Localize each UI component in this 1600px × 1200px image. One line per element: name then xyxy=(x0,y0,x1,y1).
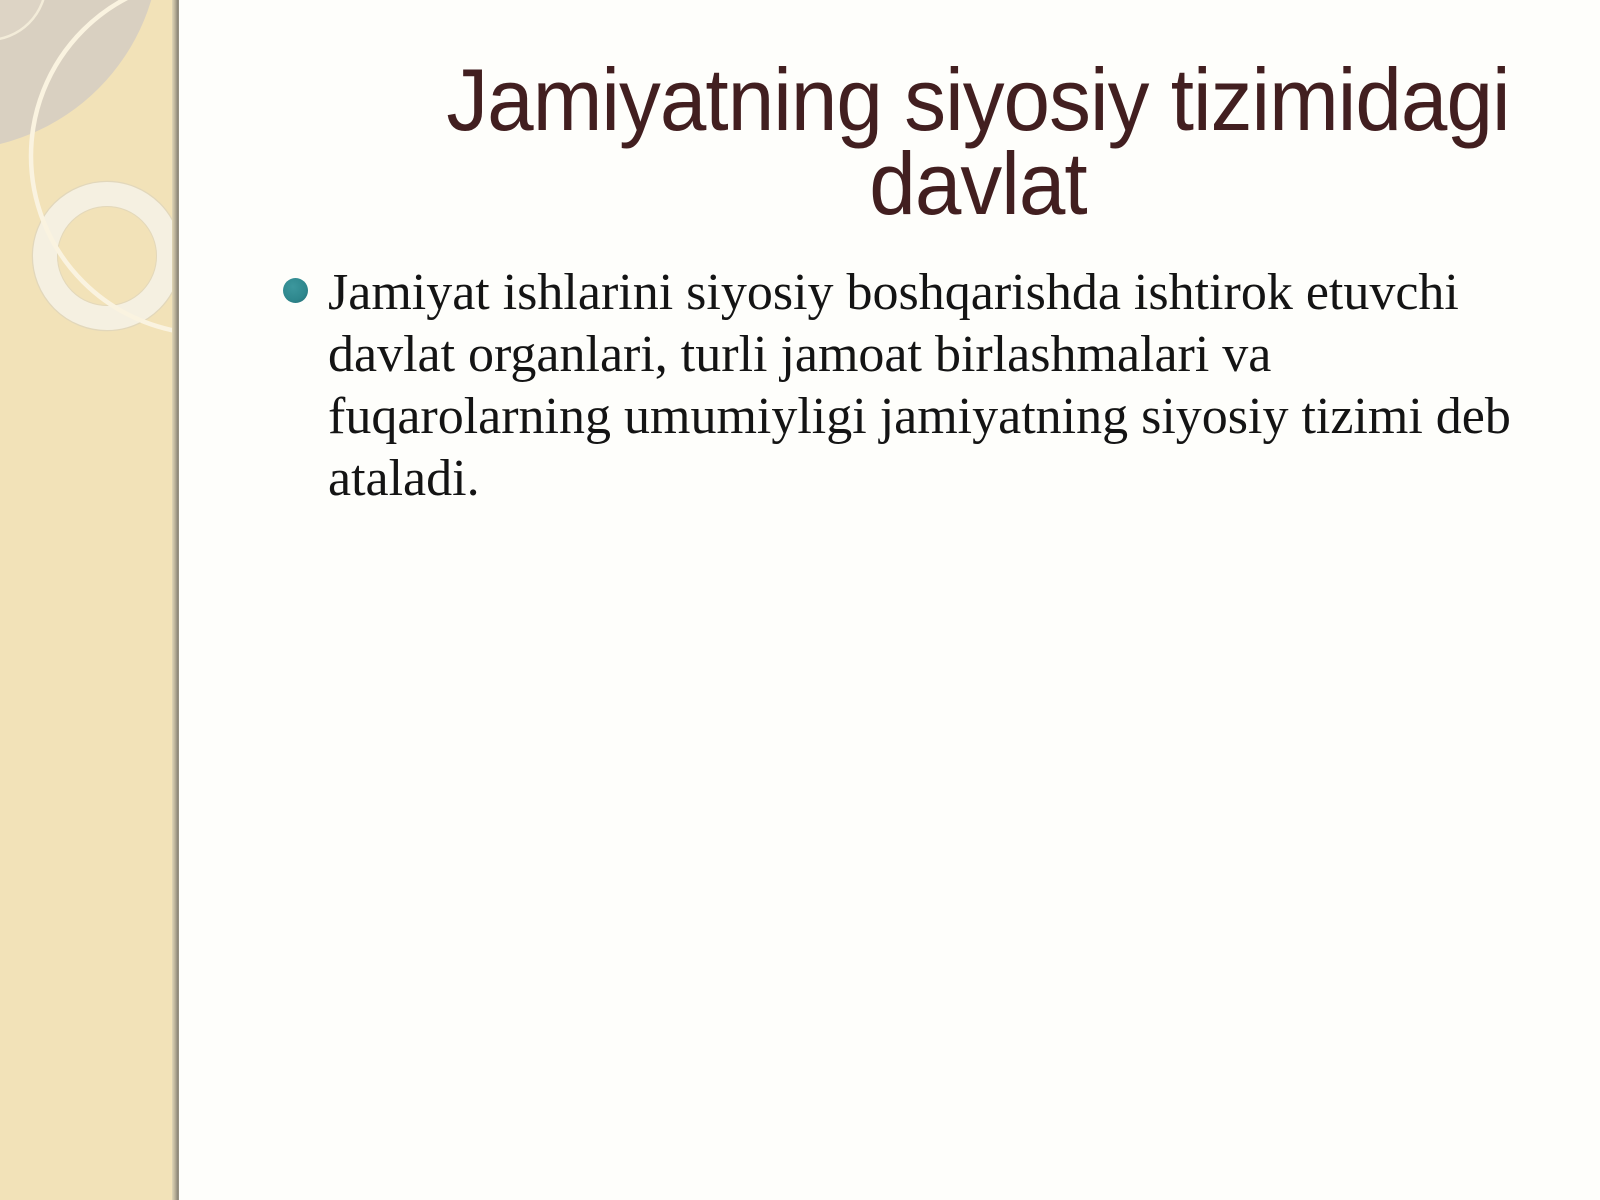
bullet-text-line: ataladi. xyxy=(328,450,480,507)
sidebar-decoration xyxy=(0,0,172,1200)
slide-title: Jamiyatning siyosiy tizimidagi davlat xyxy=(446,50,1510,233)
circle-bullet-icon xyxy=(283,278,308,303)
bullet-text-line: fuqarolarning umumiyligi jamiyatning siyosiy tizimi deb xyxy=(328,388,1511,445)
slide-content-area xyxy=(178,0,1600,1200)
sidebar-circles-graphic xyxy=(0,0,172,1200)
sidebar-background xyxy=(0,0,172,1200)
bullet-list xyxy=(283,262,1580,510)
bullet-item xyxy=(283,262,1580,510)
title-area xyxy=(356,50,1600,233)
bullet-paragraph xyxy=(328,262,1580,510)
bullet-text-line: davlat organlari, turli jamoat birlashmalari va xyxy=(328,326,1272,383)
bullet-text-line: Jamiyat ishlarini siyosiy boshqarishda ishtirok etuvchi xyxy=(328,264,1459,321)
